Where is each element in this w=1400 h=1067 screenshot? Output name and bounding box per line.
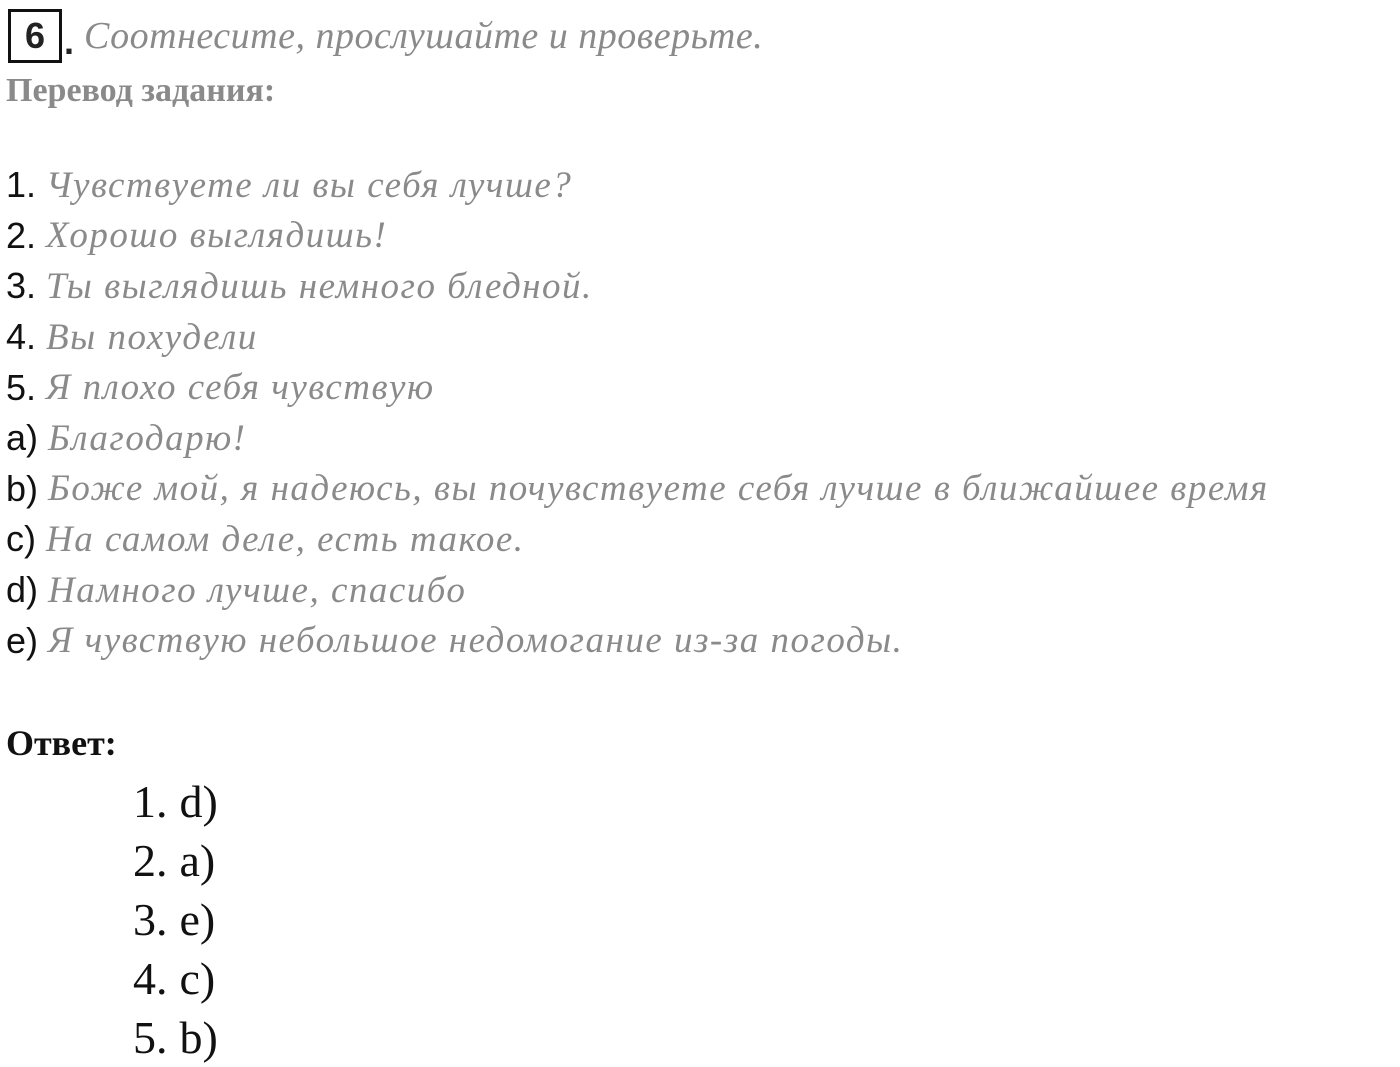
item-marker: 3.	[6, 265, 37, 307]
translation-title: Перевод задания:	[6, 72, 276, 109]
answer-number: 4.	[133, 953, 168, 1004]
task-header	[8, 6, 763, 66]
list-item	[6, 615, 1269, 666]
answer-letter: b)	[179, 1012, 218, 1063]
item-marker: 5.	[6, 366, 37, 408]
answer-list	[133, 772, 218, 1067]
item-marker: e)	[6, 619, 39, 661]
item-text: Я чувствую небольшое недомогание из-за погоды.	[48, 620, 904, 662]
task-number-dot: .	[64, 21, 75, 62]
item-marker: 1.	[6, 164, 37, 206]
answer-title: Ответ:	[6, 723, 117, 763]
item-text: Намного лучше, спасибо	[48, 569, 467, 611]
answer-item	[133, 772, 218, 831]
item-text: Я плохо себя чувствую	[46, 367, 435, 409]
answer-letter: d)	[179, 776, 218, 827]
answer-item	[133, 890, 218, 949]
answer-item	[133, 831, 218, 890]
answer-number: 1.	[133, 776, 168, 827]
answer-item	[133, 949, 218, 1008]
item-text: Благодарю!	[48, 417, 247, 459]
item-text: Ты выглядишь немного бледной.	[46, 265, 593, 307]
answer-number: 2.	[133, 835, 168, 886]
answer-letter: a)	[179, 835, 216, 886]
task-number-box: 6	[8, 9, 62, 63]
answer-number: 5.	[133, 1012, 168, 1063]
item-text: Хорошо выглядишь!	[46, 215, 388, 257]
list-item	[6, 261, 1269, 312]
task-instruction: Соотнесите, прослушайте и проверьте.	[84, 15, 764, 57]
list-item	[6, 160, 1269, 211]
item-text: Чувствуете ли вы себя лучше?	[46, 164, 573, 206]
list-item	[6, 464, 1269, 515]
list-item	[6, 362, 1269, 413]
answer-letter: e)	[179, 894, 216, 945]
answer-item	[133, 1008, 218, 1067]
sentence-list	[6, 160, 1269, 666]
item-text: Боже мой, я надеюсь, вы почувствуете себя лучше в ближайшее время	[48, 468, 1269, 510]
item-marker: 4.	[6, 316, 37, 358]
list-item	[6, 565, 1269, 616]
list-item	[6, 211, 1269, 262]
item-text: Вы похудели	[46, 316, 258, 358]
list-item	[6, 514, 1269, 565]
item-marker: b)	[6, 467, 39, 509]
answer-letter: c)	[179, 953, 216, 1004]
list-item	[6, 312, 1269, 363]
item-marker: c)	[6, 518, 36, 560]
item-marker: a)	[6, 417, 39, 459]
item-marker: 2.	[6, 214, 37, 256]
answer-number: 3.	[133, 894, 168, 945]
list-item	[6, 413, 1269, 464]
item-text: На самом деле, есть такое.	[46, 518, 525, 560]
item-marker: d)	[6, 569, 39, 611]
